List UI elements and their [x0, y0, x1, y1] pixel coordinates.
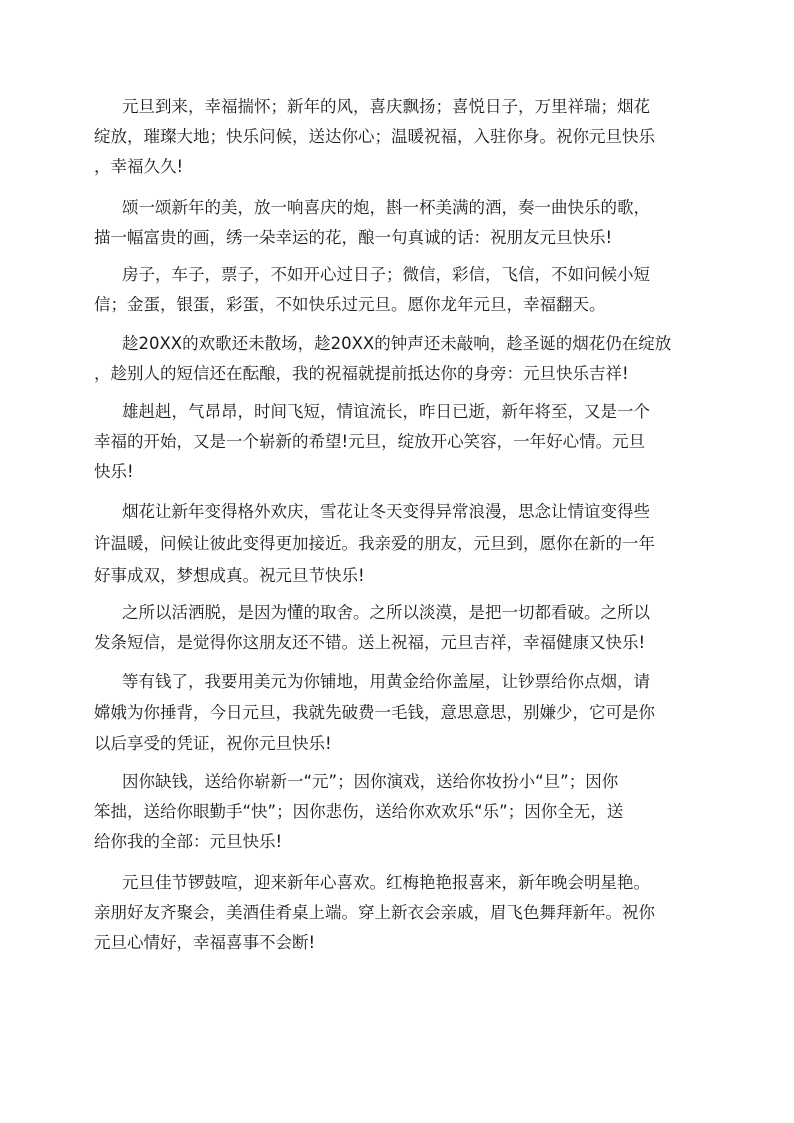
text-line: 烟花让新年变得格外欢庆，雪花让冬天变得异常浪漫，思念让情谊变得些: [122, 502, 650, 521]
text-line: 许温暖，问候让彼此变得更加接近。我亲爱的朋友，元旦到，愿你在新的一年: [94, 534, 655, 553]
text-line: 以后享受的凭证，祝你元旦快乐!: [94, 734, 332, 753]
text-line: 元旦到来，幸福揣怀；新年的风，喜庆飘扬；喜悦日子，万里祥瑞；烟花: [122, 97, 650, 116]
text-line: 元旦佳节锣鼓喧，迎来新年心喜欢。红梅艳艳报喜来，新年晚会明星艳。: [122, 873, 650, 892]
text-line: 趁20XX的欢歌还未散场，趁20XX的钟声还未敲响，趁圣诞的烟花仍在绽放: [122, 334, 672, 353]
text-line: 快乐!: [94, 462, 134, 481]
text-line: 幸福的开始，又是一个崭新的希望!元旦，绽放开心笑容，一年好心情。元旦: [94, 432, 646, 451]
text-line: 好事成双，梦想成真。祝元旦节快乐!: [94, 566, 365, 585]
text-line: ，幸福久久!: [94, 157, 184, 176]
text-line: 亲朋好友齐聚会，美酒佳肴桌上端。穿上新衣会亲戚，眉飞色舞拜新年。祝你: [94, 903, 655, 922]
text-line: 因你缺钱，送给你崭新一“元”；因你演戏，送给你妆扮小“旦”；因你: [122, 772, 619, 791]
text-line: 发条短信，是觉得你这朋友还不错。送上祝福，元旦吉祥，幸福健康又快乐!: [94, 633, 646, 652]
text-line: 颂一颂新年的美，放一响喜庆的炮，斟一杯美满的酒，奏一曲快乐的歌，: [122, 198, 650, 217]
text-line: 绽放，璀璨大地；快乐问候，送达你心；温暖祝福，入驻你身。祝你元旦快乐: [94, 127, 655, 146]
text-line: 雄赳赳，气昂昂，时间飞短，情谊流长，昨日已逝，新年将至，又是一个: [122, 402, 650, 421]
text-line: 房子，车子，票子，不如开心过日子；微信，彩信，飞信，不如问候小短: [122, 265, 650, 284]
text-line: 笨拙，送给你眼勤手“快”；因你悲伤，送给你欢欢乐“乐”；因你全无，送: [94, 802, 624, 821]
text-line: 之所以活洒脱，是因为懂的取舍。之所以淡漠，是把一切都看破。之所以: [122, 603, 650, 622]
text-line: 等有钱了，我要用美元为你铺地，用黄金给你盖屋，让钞票给你点烟，请: [122, 672, 650, 691]
text-line: 信；金蛋，银蛋，彩蛋，不如快乐过元旦。愿你龙年元旦，幸福翻天。: [94, 295, 606, 314]
text-line: 描一幅富贵的画，绣一朵幸运的花，酿一句真诚的话：祝朋友元旦快乐!: [94, 228, 613, 247]
text-line: 元旦心情好，幸福喜事不会断!: [94, 933, 316, 952]
text-line: 嫦娥为你捶背，今日元旦，我就先破费一毛钱，意思意思，别嫌少，它可是你: [94, 703, 655, 722]
text-line: ，趁别人的短信还在酝酿，我的祝福就提前抵达你的身旁：元旦快乐吉祥!: [94, 364, 629, 383]
text-line: 给你我的全部：元旦快乐!: [94, 832, 283, 851]
